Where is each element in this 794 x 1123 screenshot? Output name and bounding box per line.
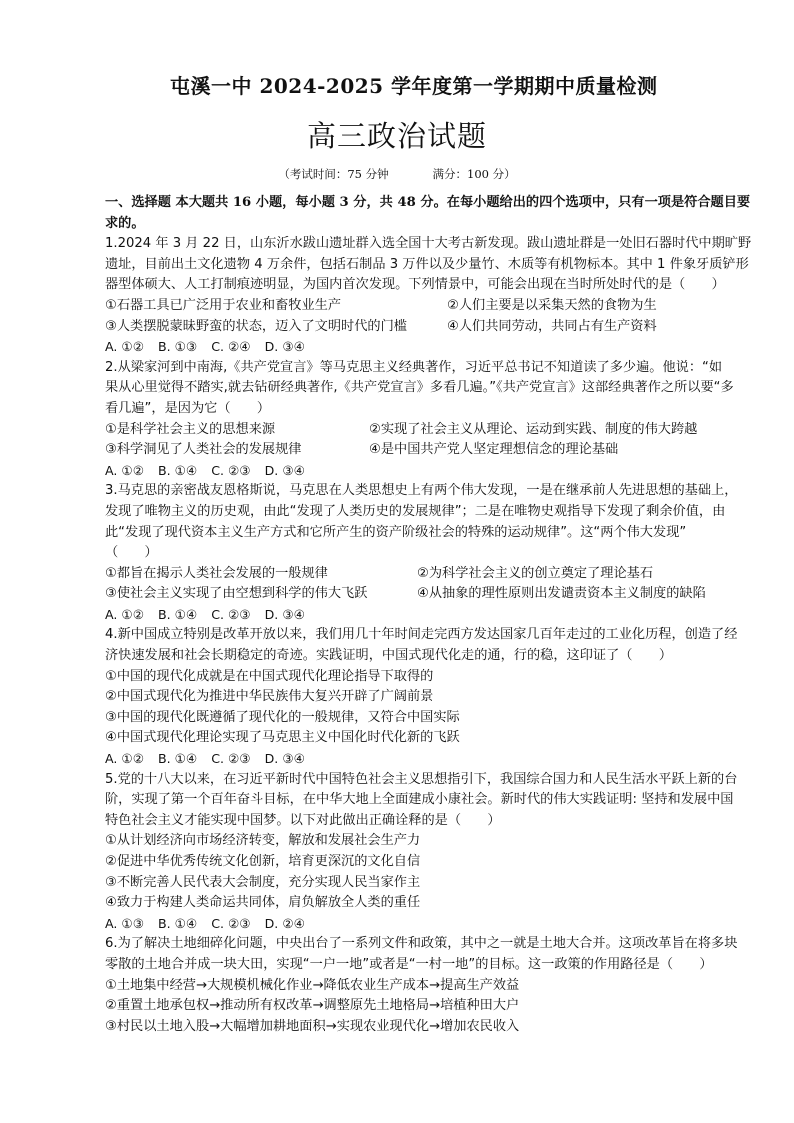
question-stem-line: 6.为了解决土地细碎化问题，中央出台了一系列文件和政策，其中之一就是土地大合并。这项改革旨在将多块 [105,936,738,952]
option-2: ②为科学社会主义的创立奠定了理论基石 [417,565,654,581]
option-3: ③使社会主义实现了由空想到科学的伟大飞跃 [105,586,368,602]
question-stem-line: 器型体硕大、人工打制痕迹明显，为国内首次发现。下列情景中，可能会出现在当时所处时代的是（ ） [105,277,725,293]
option-2: ②重置土地承包权→推动所有权改革→调整原先土地格局→培植种田大户 [105,998,520,1014]
answer-d: D. ③④ [264,339,305,355]
school-exam-title: 屯溪一中 2024-2025 学年度第一学期期中质量检测 [170,74,658,98]
question-5 [105,770,783,935]
option-1: ①从计划经济向市场经济转变，解放和发展社会生产力 [105,833,421,849]
question-stem-line: 1.2024 年 3 月 22 日，山东沂水跋山遗址群入选全国十大考古新发现。跋山遗址群是一处旧石器时代中期旷野 [105,236,752,252]
answer-c: C. ②③ [211,751,251,767]
option-4: ④是中国共产党人坚定理想信念的理论基础 [369,442,619,458]
answer-c: C. ②③ [211,606,251,622]
question-stem-line: 5.党的十八大以来，在习近平新时代中国特色社会主义思想指引下，我国综合国力和人民生活水平跃上新的台 [105,771,738,787]
option-row [105,584,783,605]
question-stem-line: 3.马克思的亲密战友恩格斯说，马克思在人类思想史上有两个伟大发现，一是在继承前人先进思想的基础上， [105,483,738,499]
answer-d: D. ③④ [264,606,305,622]
question-stem-line: 果从心里觉得不踏实,就去钻研经典著作,《共产党宣言》多看几遍。”《共产党宣言》这部经典著作之所以要“多 [105,380,734,396]
answer-d: D. ③④ [264,462,305,478]
option-2: ②人们主要是以采集天然的食物为生 [447,297,657,313]
answer-b: B. ①④ [157,606,198,622]
question-stem-line: 济快速发展和社会长期稳定的奇迹。实践证明，中国式现代化走的通，行的稳，这印证了（ ） [105,648,673,664]
option-3: ③中国的现代化既遵循了现代化的一般规律，又符合中国实际 [105,709,460,725]
answer-choices [105,337,783,358]
option-4: ④致力于构建人类命运共同体，肩负解放全人类的重任 [105,895,421,911]
question-stem-line: 阶，实现了第一个百年奋斗目标，在中华大地上全面建成小康社会。新时代的伟大实践证明: 坚持和发展中国 [105,792,734,808]
answer-c: C. ②④ [211,339,251,355]
answer-b: B. ①④ [157,751,198,767]
answer-choices [105,914,783,935]
option-1: ①石器工具已广泛用于农业和畜牧业生产 [105,297,342,313]
answer-d: D. ②④ [264,915,305,931]
option-1: ①土地集中经营→大规模机械化作业→降低农业生产成本→提高生产效益 [105,977,520,993]
option-row [105,440,783,461]
answer-b: B. ①④ [157,462,198,478]
question-6 [105,934,783,1037]
option-3: ③不断完善人民代表大会制度，充分实现人民当家作主 [105,874,421,890]
option-1: ①都旨在揭示人类社会发展的一般规律 [105,565,328,581]
question-stem-line: 遗址，目前出土文化遗物 4 万余件，包括石制品 3 万件以及少量竹、木质等有机物标本。其中 1 件象牙质铲形 [105,256,749,272]
exam-time: （考试时间：75 分钟 [278,167,389,181]
option-2: ②中国式现代化为推进中华民族伟大复兴开辟了广阔前景 [105,689,434,705]
option-row [105,420,783,441]
question-stem-line: 特色社会主义才能实现中国梦。以下对此做出正确诠释的是（ ） [105,812,501,828]
answer-a: A. ①② [105,462,144,478]
question-stem-line: 此“发现了现代资本主义生产方式和它所产生的资产阶级社会的特殊的运动规律”。这“两个伟大发现” [105,524,687,540]
question-content [105,193,783,1037]
question-stem-line: 零散的土地合并成一块大田，实现“一户一地”或者是“一村一地”的目标。这一政策的作用路径是（ ） [105,956,713,972]
question-4 [105,625,783,769]
question-stem-line: 看几遍”，是因为它（ ） [105,400,271,416]
question-3 [105,481,783,625]
option-row [105,296,783,317]
question-stem-line: （ ） [105,545,158,561]
full-score: 满分：100 分） [432,167,516,181]
answer-choices [105,749,783,770]
answer-c: C. ②③ [211,462,251,478]
question-stem-line: 2.从梁家河到中南海,《共产党宣言》等马克思主义经典著作，习近平总书记不知道读了多少遍。他说：“如 [105,359,723,375]
option-4: ④人们共同劳动，共同占有生产资料 [447,318,657,334]
answer-a: A. ①② [105,751,144,767]
option-row [105,317,783,338]
answer-b: B. ①④ [157,915,198,931]
option-row [105,564,783,585]
answer-a: A. ①② [105,339,144,355]
option-2: ②实现了社会主义从理论、运动到实践、制度的伟大跨越 [369,421,698,437]
question-stem-line: 4.新中国成立特别是改革开放以来，我们用几十年时间走完西方发达国家几百年走过的工业化历程，创造了经 [105,627,738,643]
option-3: ③村民以土地入股→大幅增加耕地面积→实现农业现代化→增加农民收入 [105,1018,520,1034]
answer-d: D. ③④ [264,751,305,767]
answer-a: A. ①② [105,606,144,622]
exam-info [0,166,794,182]
section-heading: 一、选择题 本大题共 16 小题，每小题 3 分，共 48 分。在每小题给出的四个选项中，只有一项是符合题目要 [105,195,751,210]
option-4: ④从抽象的理性原则出发谴责资本主义制度的缺陷 [417,586,706,602]
subject-title: 高三政治试题 [306,119,487,153]
question-stem-line: 发现了唯物主义的历史观，由此“发现了人类历史的发展规律”；二是在唯物史观指导下发现了剩余价值，由 [105,503,726,519]
option-4: ④中国式现代化理论实现了马克思主义中国化时代化新的飞跃 [105,730,460,746]
option-2: ②促进中华优秀传统文化创新，培育更深沉的文化自信 [105,854,421,869]
answer-a: A. ①③ [105,915,144,931]
question-1 [105,234,783,358]
option-3: ③人类摆脱蒙昧野蛮的状态，迈入了文明时代的门槛 [105,318,407,334]
option-3: ③科学洞见了人类社会的发展规律 [105,442,302,458]
section-heading-cont: 求的。 [105,215,145,231]
answer-choices [105,461,783,482]
answer-c: C. ②③ [211,915,251,931]
answer-b: B. ①③ [157,339,198,355]
option-1: ①中国的现代化成就是在中国式现代化理论指导下取得的 [105,668,434,684]
question-2 [105,358,783,482]
answer-choices [105,605,783,626]
option-1: ①是科学社会主义的思想来源 [105,421,276,437]
